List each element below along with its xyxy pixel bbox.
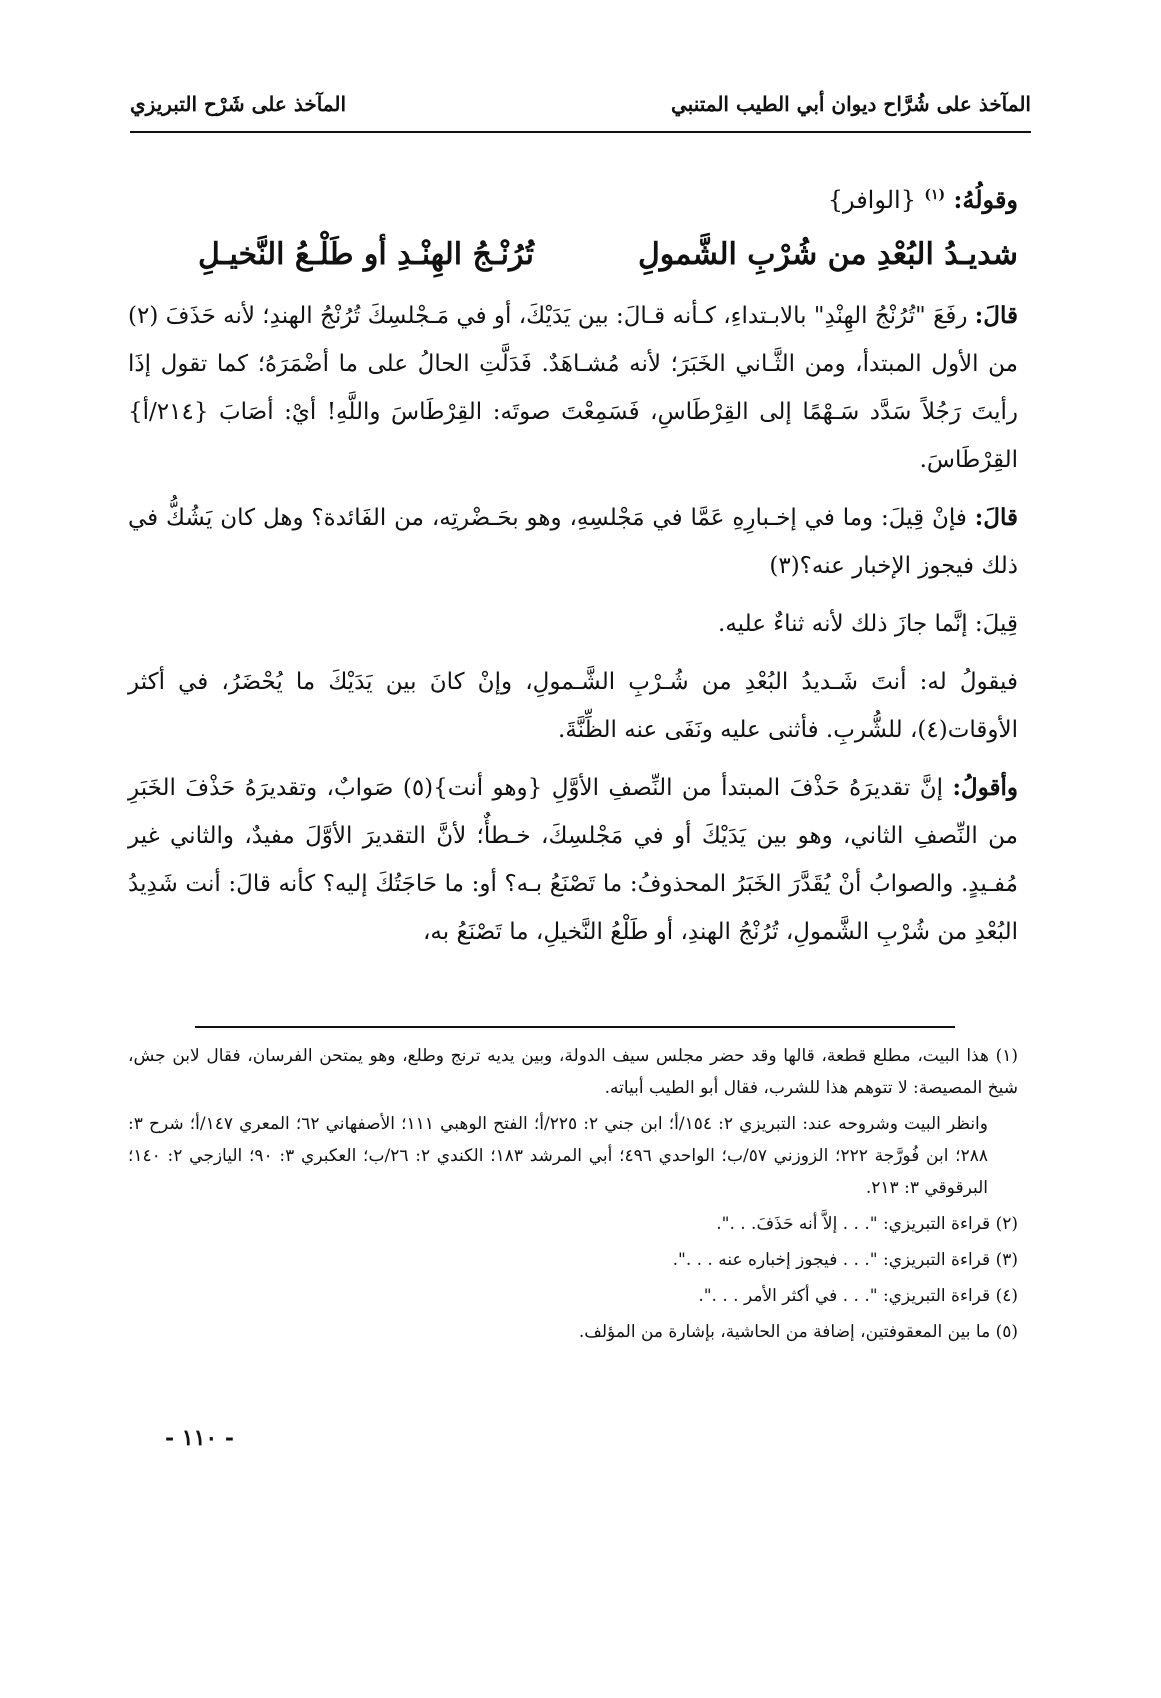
paragraph-lead: قالَ: bbox=[974, 302, 1018, 329]
paragraph-text: رفَعَ "تُرُنْجُ الهِنْدِ" بالابـتداءِ، كـأنه قـالَ: بين يَدَيْكَ، أو في مَـجْلسِكَ تُرُنْجُ الهندِ؛ لأنه حَذَفَ (٢) من الأول المبتدأ، ومن الثَّـاني الخَبَرَ؛ لأنه مُشـاهَدٌ. فَدَلَّتِ الحالُ على ما أضْمَرَهُ؛ كما تقول إذَا رأيتَ رَجُلاً سَدَّد سَـهْمًا إلى القِرْطَاسِ، فَسَمِعْتَ صوتَه: القِرْطَاسَ واللَّهِ! أيْ: أصَابَ {٢١٤/أ} القِرْطَاسَ. bbox=[128, 303, 1018, 473]
verse-second-hemistich: تُرُنْـجُ الهِنْـدِ أو طَلْـعُ النَّخيـلِ bbox=[198, 237, 534, 272]
footnote-item: (١) هذا البيت، مطلع قطعة، قالها وقد حضر مجلس سيف الدولة، وبين يديه ترنج وطلع، وهو يمتحن الفرسان، فقال لابن جش، شيخ المصيصة: لا تتوهم هذا للشرب، فقال أبو الطيب أبياته. bbox=[128, 1046, 1018, 1098]
paragraph-text: إنَّ تقديرَهُ حَذْفَ المبتدأ من النِّصفِ الأوَّلِ {وهو أنت}(٥) صَوابٌ، وتقديرَهُ حَذْفَ الخَبَرِ من النِّصفِ الثاني، وهو بين يَدَيْكَ أو في مَجْلسِكَ، خـطأٌ؛ لأنَّ التقديرَ الأوَّلَ مفيدٌ، والثاني غير مُفـيدٍ. والصوابُ أنْ يُقَدَّرَ الخَبَرُ المحذوفُ: ما تَصْنَعُ بـه؟ أو: ما حَاجَتُكَ إليه؟ كأنه قالَ: أنت شَدِيدُ البُعْدِ من شُرْبِ الشَّمولِ، تُرُنْجُ الهندِ، أو طَلْعُ النَّخيلِ، ما تَصْنَعُ به، bbox=[128, 775, 1018, 945]
footnotes bbox=[128, 1040, 1018, 1352]
footnote-item: (٣) قراءة التبريزي: ". . . فيجوز إخباره عنه . . .". bbox=[672, 1250, 1018, 1270]
main-text bbox=[128, 176, 1018, 966]
footnote-item: (٤) قراءة التبريزي: ". . . في أكثر الأمر . . .". bbox=[698, 1286, 1018, 1306]
footnote-item: (٢) قراءة التبريزي: ". . . إلاَّ أنه حَذَفَ. . .". bbox=[716, 1214, 1018, 1234]
verse-first-hemistich: شديـدُ البُعْدِ من شُرْبِ الشَّمولِ bbox=[637, 237, 1018, 272]
poetry-verse bbox=[198, 230, 1018, 280]
paragraph-lead: وأقولُ: bbox=[952, 774, 1019, 801]
paragraph-text: فإنْ قِيلَ: وما في إخـبارِهِ عَمَّا في مَجْلسِهِ، وهو بحَـضْرتِه، من الفَائدة؟ وهل كان يَشُكُّ في ذلك فيجوز الإخبار عنه؟(٣) bbox=[128, 505, 1018, 579]
footnote-divider bbox=[195, 1026, 955, 1028]
paragraph bbox=[128, 764, 1018, 956]
paragraph-text: قِيلَ: إنَّما جازَ ذلك لأنه ثناءٌ عليه. bbox=[718, 611, 1018, 637]
header-book-title: المآخذ على شُرَّاح ديوان أبي الطيب المتنبي bbox=[671, 92, 1031, 116]
paragraph-lead: قالَ: bbox=[974, 504, 1019, 531]
paragraph bbox=[128, 292, 1018, 484]
paragraph bbox=[128, 600, 1018, 648]
paragraph bbox=[128, 658, 1018, 754]
header-section-title: المآخذ على شَرْح التبريزي bbox=[130, 92, 346, 116]
page-number: - ١١٠ - bbox=[165, 1425, 235, 1451]
running-header bbox=[130, 78, 1031, 130]
verse-meter: {الوافر} bbox=[827, 186, 916, 214]
header-divider bbox=[130, 131, 1031, 133]
paragraph bbox=[128, 494, 1018, 590]
verse-footnote-ref: (١) bbox=[924, 187, 946, 203]
verse-label: وقولُهُ: bbox=[953, 185, 1018, 214]
footnote-item: وانظر البيت وشروحه عند: التبريزي ٢: ١٥٤/أ؛ ابن جني ٢: ٢٢٥/أ؛ الفتح الوهبي ١١١؛ الأصفهاني ٦٢؛ المعري ١٤٧/أ؛ شرح ٣: ٢٨٨؛ ابن فُورَّجة ٢٢٢؛ الزوزني ٥٧/ب؛ الواحدي ٤٩٦؛ أبي المرشد ١٨٣؛ الكندي ٢: ٢٦/ب؛ العكبري ٣: ٩٠؛ اليازجي ٢: ١٤٠؛ البرقوقي ٣: ٢١٣. bbox=[128, 1114, 988, 1198]
paragraph-text: فيقولُ له: أنتَ شَـديدُ البُعْدِ من شُـرْبِ الشَّـمولِ، وإنْ كانَ بين يَدَيْكَ ما يُحْضَرُ، في أكثر الأوقات(٤)، للشُّربِ. فأثنى عليه ونَفَى عنه الظِّنَّةَ. bbox=[128, 669, 1018, 743]
footnote-item: (٥) ما بين المعقوفتين، إضافة من الحاشية، بإشارة من المؤلف. bbox=[578, 1322, 1018, 1342]
verse-intro bbox=[128, 176, 1018, 224]
